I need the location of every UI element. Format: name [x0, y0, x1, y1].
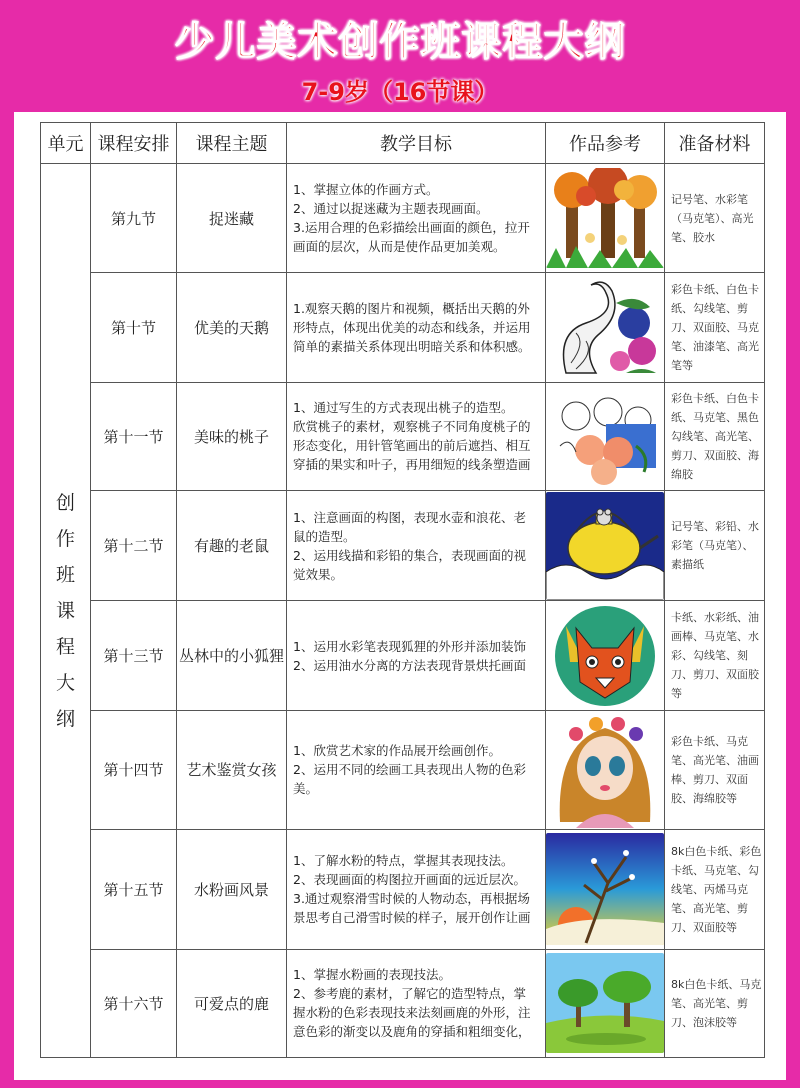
page-subtitle: 7-9岁（16节课）: [301, 78, 499, 106]
goals-cell: 1、欣赏艺术家的作品展开绘画创作。 2、运用不同的绘画工具表现出人物的色彩 美。: [287, 711, 546, 829]
lesson-cell: 第十六节: [91, 949, 177, 1057]
materials-cell: 记号笔、水彩笔（马克笔）、高光笔、胶水: [665, 164, 765, 272]
goals-cell: 1、了解水粉的特点，掌握其表现技法。 2、表现画面的构图拉开画面的远近层次。 3.通过观察滑雪时候的人物动态，再根据场 景思考自己滑雪时候的样子，展开创作让画: [287, 829, 546, 949]
topic-cell: 捉迷藏: [177, 164, 287, 272]
page-title: 少儿美术创作班课程大纲: [174, 19, 626, 65]
topic-cell: 可爱点的鹿: [177, 949, 287, 1057]
table-row: [41, 164, 765, 272]
table-header-row: [41, 123, 765, 164]
topic-cell: 优美的天鹅: [177, 272, 287, 382]
artwork-girl: [546, 711, 665, 829]
lesson-cell: 第十节: [91, 272, 177, 382]
table-row: [41, 272, 765, 382]
materials-cell: 8k白色卡纸、马克笔、高光笔、剪刀、泡沫胶等: [665, 949, 765, 1057]
table-row: [41, 829, 765, 949]
topic-cell: 有趣的老鼠: [177, 490, 287, 600]
topic-cell: 艺术鉴赏女孩: [177, 711, 287, 829]
materials-cell: 彩色卡纸、马克笔、高光笔、油画棒、剪刀、双面胶、海绵胶等: [665, 711, 765, 829]
table-row: [41, 601, 765, 711]
goals-cell: 1、通过写生的方式表现出桃子的造型。 欣赏桃子的素材，观察桃子不同角度桃子的 形态变化，用针管笔画出的前后遮挡、相互 穿插的果实和叶子，再用细短的线条塑造画: [287, 382, 546, 490]
materials-cell: 卡纸、水彩纸、油画棒、马克笔、水彩、勾线笔、刻刀、剪刀、双面胶等: [665, 601, 765, 711]
artwork-deer-trees: [546, 949, 665, 1057]
table-row: [41, 490, 765, 600]
artwork-gouache-landscape: [546, 829, 665, 949]
column-header: 准备材料: [665, 123, 765, 164]
table-row: [41, 711, 765, 829]
materials-cell: 彩色卡纸、白色卡纸、马克笔、黑色勾线笔、高光笔、剪刀、双面胶、海绵胶: [665, 382, 765, 490]
column-header: 作品参考: [546, 123, 665, 164]
column-header: 教学目标: [287, 123, 546, 164]
lesson-cell: 第十二节: [91, 490, 177, 600]
goals-cell: 1、注意画面的构图，表现水壶和浪花、老 鼠的造型。 2、运用线描和彩铅的集合，表现画面的视 觉效果。: [287, 490, 546, 600]
goals-cell: 1、掌握立体的作画方式。 2、通过以捉迷藏为主题表现画面。 3.运用合理的色彩描绘出画面的颜色，拉开 画面的层次，从而是使作品更加美观。: [287, 164, 546, 272]
column-header: 单元: [41, 123, 91, 164]
topic-cell: 丛林中的小狐狸: [177, 601, 287, 711]
column-header: 课程主题: [177, 123, 287, 164]
materials-cell: 彩色卡纸、白色卡纸、勾线笔、剪刀、双面胶、马克笔、油漆笔、高光笔等: [665, 272, 765, 382]
artwork-peaches: [546, 382, 665, 490]
topic-cell: 美味的桃子: [177, 382, 287, 490]
table-row: [41, 949, 765, 1057]
lesson-cell: 第十三节: [91, 601, 177, 711]
materials-cell: 8k白色卡纸、彩色卡纸、马克笔、勾线笔、丙烯马克笔、高光笔、剪刀、双面胶等: [665, 829, 765, 949]
artwork-fox: [546, 601, 665, 711]
lesson-cell: 第十五节: [91, 829, 177, 949]
column-header: 课程安排: [91, 123, 177, 164]
lesson-cell: 第十一节: [91, 382, 177, 490]
unit-cell: 创 作 班 课 程 大 纲: [41, 164, 91, 1058]
goals-cell: 1、掌握水粉画的表现技法。 2、参考鹿的素材，了解它的造型特点，掌 握水粉的色彩表现技来法刻画鹿的外形，注 意色彩的渐变以及鹿角的穿插和粗细变化，: [287, 949, 546, 1057]
syllabus-table: [40, 122, 765, 1058]
materials-cell: 记号笔、彩铅、水彩笔（马克笔）、素描纸: [665, 490, 765, 600]
table-row: [41, 382, 765, 490]
artwork-mouse-kettle: [546, 490, 665, 600]
artwork-swan: [546, 272, 665, 382]
lesson-cell: 第九节: [91, 164, 177, 272]
goals-cell: 1.观察天鹅的图片和视频，概括出天鹅的外 形特点，体现出优美的动态和线条，并运用 简单的素描关系体现出明暗关系和体积感。: [287, 272, 546, 382]
syllabus-sheet: [14, 112, 786, 1080]
topic-cell: 水粉画风景: [177, 829, 287, 949]
goals-cell: 1、运用水彩笔表现狐狸的外形并添加装饰 2、运用油水分离的方法表现背景烘托画面: [287, 601, 546, 711]
artwork-hide-and-seek: [546, 164, 665, 272]
lesson-cell: 第十四节: [91, 711, 177, 829]
